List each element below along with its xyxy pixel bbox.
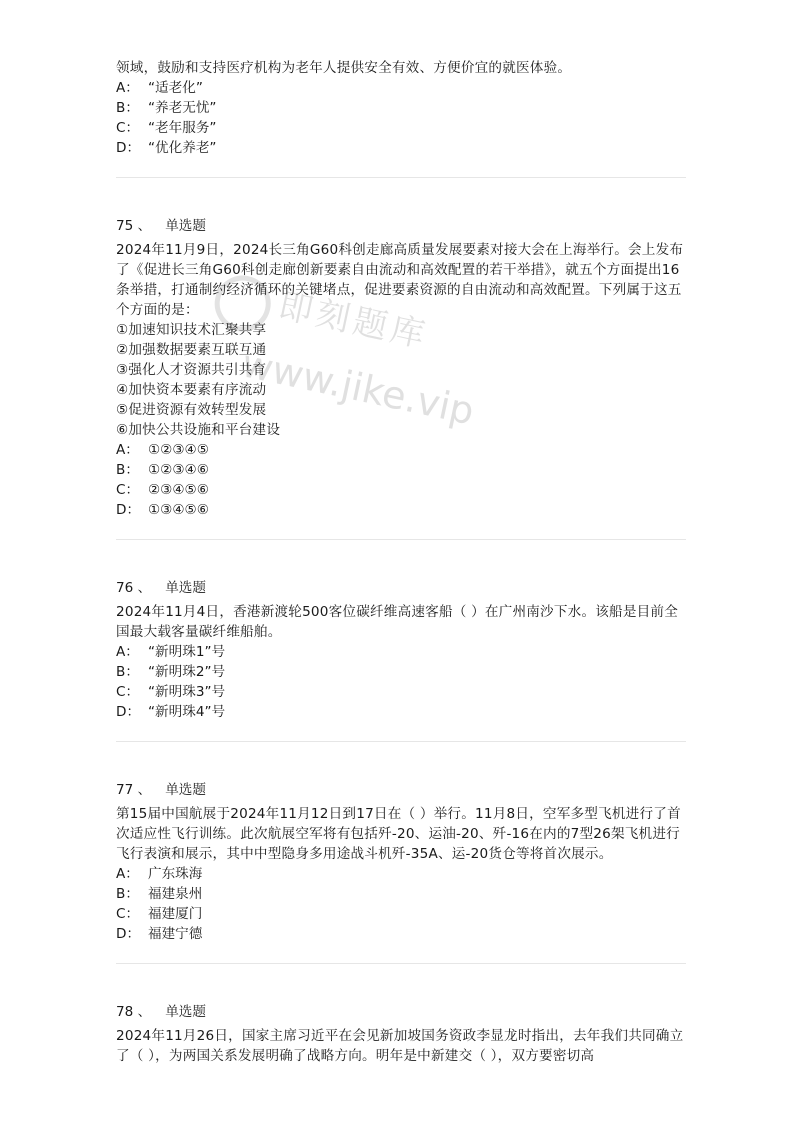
question-header: 76 、 单选题 — [116, 580, 206, 596]
question-body: 第15届中国航展于2024年11月12日到17日在（ ）举行。11月8日，空军多型飞机进行了首次适应性飞行训练。此次航展空军将有包括歼-20、运油-20、歼-16在内的7型26架飞机进行飞行表演和展示，其中中型隐身多用途战斗机歼-35A、运-20货仓等将首次展示。 — [116, 806, 681, 862]
question-77 — [116, 780, 686, 944]
statement-item: ⑥加快公共设施和平台建设 — [116, 422, 281, 438]
option-b[interactable]: B： ①②③④⑥ — [116, 462, 209, 478]
option-b[interactable]: B： “养老无忧” — [116, 100, 217, 116]
question-page — [116, 58, 686, 1066]
question-header: 75 、 单选题 — [116, 218, 206, 234]
option-a[interactable]: A： “适老化” — [116, 80, 203, 96]
option-a[interactable]: A： 广东珠海 — [116, 866, 203, 882]
statement-item: ③强化人才资源共引共育 — [116, 362, 267, 378]
question-body: 2024年11月9日，2024长三角G60科创走廊高质量发展要素对接大会在上海举行。会上发布了《促进长三角G60科创走廊创新要素自由流动和高效配置的若干举措》，就五个方面提出16条举措，打通制约经济循环的关键堵点，促进要素资源的自由流动和高效配置。下列属于这五个方面的是： — [116, 242, 684, 318]
statement-item: ⑤促进资源有效转型发展 — [116, 402, 267, 418]
question-body: 领域，鼓励和支持医疗机构为老年人提供安全有效、方便价宜的就医体验。 — [116, 60, 572, 76]
option-b[interactable]: B： “新明珠2”号 — [116, 664, 226, 680]
option-a[interactable]: A： “新明珠1”号 — [116, 644, 226, 660]
question-body: 2024年11月4日，香港新渡轮500客位碳纤维高速客船（ ）在广州南沙下水。该船是目前全国最大载客量碳纤维船舶。 — [116, 604, 678, 640]
divider — [116, 963, 686, 964]
statement-item: ①加速知识技术汇聚共享 — [116, 322, 267, 338]
option-d[interactable]: D： ①③④⑤⑥ — [116, 502, 209, 518]
watermark-url: www.jike.vip — [237, 341, 479, 434]
watermark-brand: 即刻题库 — [275, 285, 433, 357]
option-d[interactable]: D： “新明珠4”号 — [116, 704, 226, 720]
divider — [116, 177, 686, 178]
statement-item: ②加强数据要素互联互通 — [116, 342, 267, 358]
divider — [116, 539, 686, 540]
divider — [116, 741, 686, 742]
question-header: 77 、 单选题 — [116, 782, 206, 798]
statement-item: ④加快资本要素有序流动 — [116, 382, 267, 398]
question-78 — [116, 1002, 686, 1066]
question-header: 78 、 单选题 — [116, 1004, 206, 1020]
option-c[interactable]: C： 福建厦门 — [116, 906, 203, 922]
option-c[interactable]: C： ②③④⑤⑥ — [116, 482, 209, 498]
question-75 — [116, 216, 686, 520]
option-d[interactable]: D： 福建宁德 — [116, 926, 203, 942]
question-74 — [116, 58, 686, 158]
option-b[interactable]: B： 福建泉州 — [116, 886, 203, 902]
option-d[interactable]: D： “优化养老” — [116, 140, 217, 156]
option-c[interactable]: C： “老年服务” — [116, 120, 217, 136]
option-a[interactable]: A： ①②③④⑤ — [116, 442, 209, 458]
question-76 — [116, 578, 686, 722]
option-c[interactable]: C： “新明珠3”号 — [116, 684, 226, 700]
question-body: 2024年11月26日，国家主席习近平在会见新加坡国务资政李显龙时指出，去年我们共同确立了（ ），为两国关系发展明确了战略方向。明年是中新建交（ ），双方要密切高 — [116, 1028, 684, 1064]
